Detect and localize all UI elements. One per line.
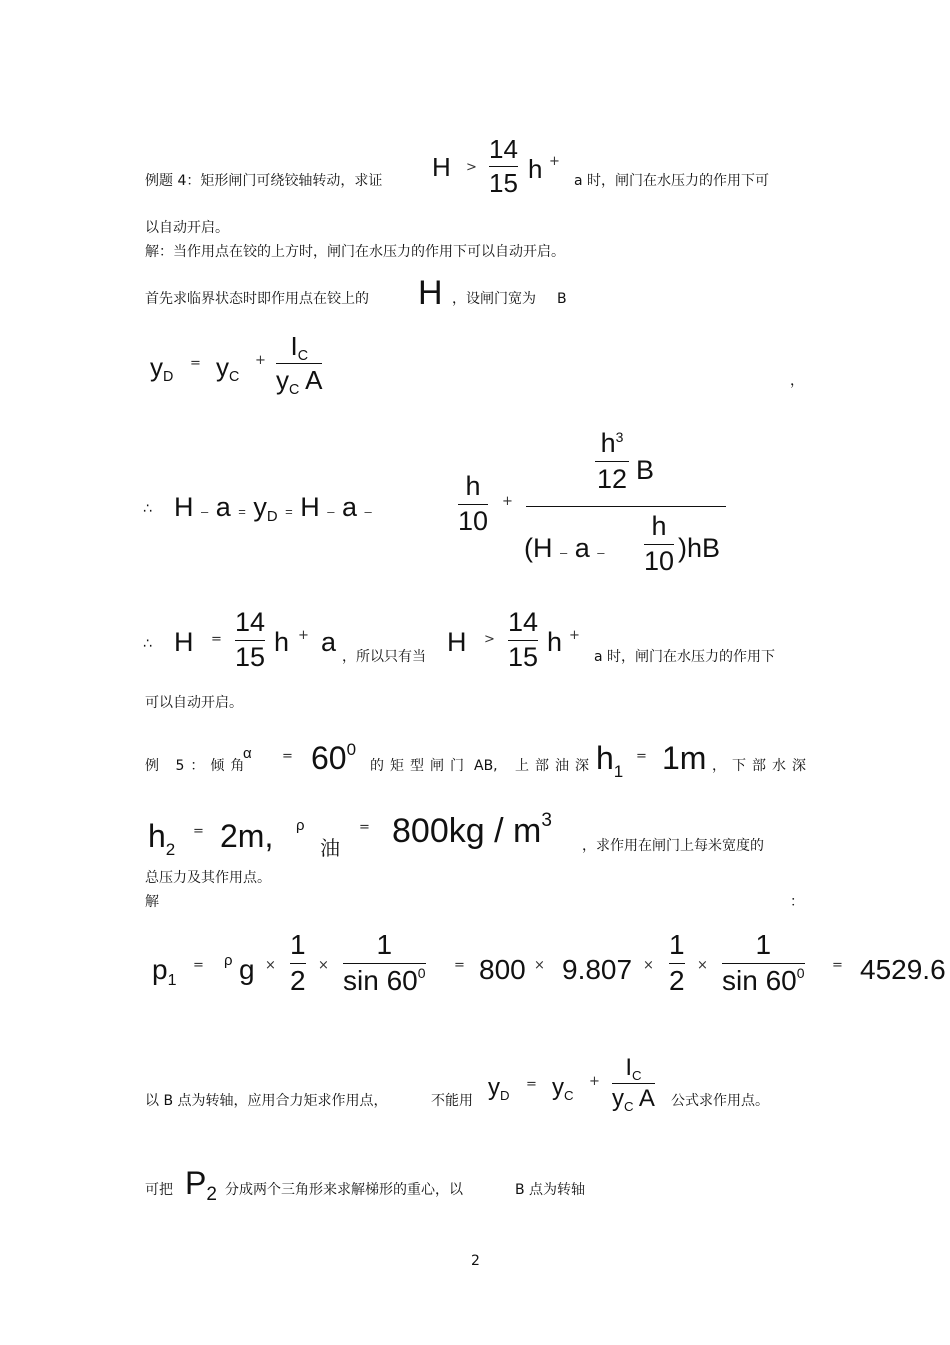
op-eq: = [832,958,843,973]
ex5-after: ，求作用在闸门上每米宽度的 [582,838,764,854]
ex5-colon: ： [790,894,804,910]
ex5-label: 例 5：倾角 [145,758,251,774]
formula-yD: yD [488,1074,510,1103]
ex5-moment-c: 公式求作用点。 [671,1093,769,1109]
fraction-1-sin60: 1 $\sin 60^0$ [722,929,805,996]
main-fraction-bar [526,506,726,507]
fraction-1-sin60: 1 $\sin 60^0$ [343,929,426,996]
formula-1m: 1m [662,740,707,776]
formula-rho: ρ [224,952,233,969]
formula-a: a [321,627,337,657]
op-eq: = [190,356,201,371]
formula-oil: 油 [320,836,340,860]
ex4-conclusion-c: 可以自动开启。 [145,695,243,711]
formula-H: H [447,627,467,657]
op-times: × [265,958,276,973]
op-eq: = [193,824,204,839]
formula-g: g [239,954,255,985]
fraction-Ic-ycA: IC yC A [612,1054,655,1114]
ex4-line4c: B [557,291,567,307]
formula-rho: ρ [296,817,305,834]
formula-lhs: H – a = yD = H – a – [174,492,372,526]
formula-h2: $h_2$ [148,818,176,859]
ex4-prefix: 例题 4：矩形闸门可绕铰轴转动，求证 [145,173,383,189]
formula-h: h [547,627,563,657]
therefore-symbol: ∴ [143,636,152,652]
formula-result [860,954,950,986]
fraction-h-10: h 10 [458,471,489,536]
formula-denominator-b: )hB [678,533,721,563]
fraction-Ic-ycA: IC yC A [276,331,323,398]
fraction-1-2: 1 2 [669,929,685,996]
formula-h3-12: $\frac{h^3}{12}$ [596,428,628,494]
fraction-1-2: 1 2 [290,929,306,996]
ex4-line4a: 首先求临界状态时即作用点在铰上的 [145,291,369,307]
op-times: × [534,958,545,973]
formula-9807: 9.807 [562,954,633,985]
op-plus: + [502,494,513,509]
ex5-solution: 解 [145,894,159,910]
ex5-mid3: 上部油深 [515,758,595,774]
formula-H: H [432,152,451,182]
ex5-line2: 总压力及其作用点。 [145,870,271,886]
op-plus: + [255,353,266,368]
formula-yD: yD [150,352,174,385]
op-times: × [697,958,708,973]
formula-alpha: α [243,745,252,762]
formula-denominator-a: (H – a – [524,533,605,563]
ex5-mid2: AB, [474,758,498,774]
fraction-h-10-denom: h 10 [644,511,675,576]
formula-h: h [274,627,290,657]
op-gt: > [484,632,495,647]
formula-2m: 2m, [220,818,274,854]
fraction-14-15: 14 15 [508,607,539,672]
op-eq: = [359,820,370,835]
ex5-mid1: 的矩型闸门 [370,758,470,774]
op-plus: + [549,154,560,169]
formula-H: H [174,627,194,657]
formula-yC: yC [216,352,240,385]
op-times: × [318,958,329,973]
formula-H-big: H [418,274,443,312]
op-eq: = [282,749,293,764]
op-gt: > [466,160,477,175]
formula-P2: P2 [185,1165,217,1205]
op-eq: = [193,958,204,973]
ex5-moment-a: 以 B 点为转轴，应用合力矩求作用点， [145,1093,388,1109]
op-eq: = [211,632,222,647]
formula-yC: yC [552,1074,574,1103]
formula-h: h [528,154,543,184]
ex4-conclusion-b: a 时，闸门在水压力的作用下 [594,649,776,665]
ex5-split-b: 分成两个三角形来求解梯形的重心，以 [225,1182,463,1198]
formula-800: 800 [479,954,526,985]
op-eq: = [636,749,647,764]
formula-h1: $h_1$ [596,740,624,781]
ex5-moment-b: 不能用 [431,1093,473,1109]
page-number: 2 [471,1253,480,1269]
ex4-conclusion-a: ，所以只有当 [342,649,426,665]
op-times: × [643,958,654,973]
formula-800kg: $800kg / m^3$ [392,810,552,850]
ex4-line4b: ，设闸门宽为 [452,291,536,307]
op-plus: + [298,628,309,643]
ex4-suffix: a 时，闸门在水压力的作用下可 [574,173,770,189]
op-eq: = [526,1077,537,1092]
formula-60deg: $60^0$ [311,740,357,776]
fraction-14-15: 14 15 [489,134,518,198]
op-plus: + [569,628,580,643]
result-value: 4529.6 [860,954,946,985]
ex5-split-c: B 点为转轴 [515,1182,586,1198]
ex5-mid4: ，下部水深 [712,758,812,774]
fraction-14-15: 14 15 [235,607,266,672]
comma: ， [790,373,804,389]
op-plus: + [589,1074,600,1089]
ex4-line2: 以自动开启。 [145,220,229,236]
formula-p1: p1 [152,954,177,989]
ex5-split-a: 可把 [145,1182,173,1198]
ex4-solution: 解：当作用点在铰的上方时，闸门在水压力的作用下可以自动开启。 [145,244,565,260]
therefore-symbol: ∴ [143,501,152,517]
formula-B: B [636,455,655,485]
op-eq: = [454,958,465,973]
